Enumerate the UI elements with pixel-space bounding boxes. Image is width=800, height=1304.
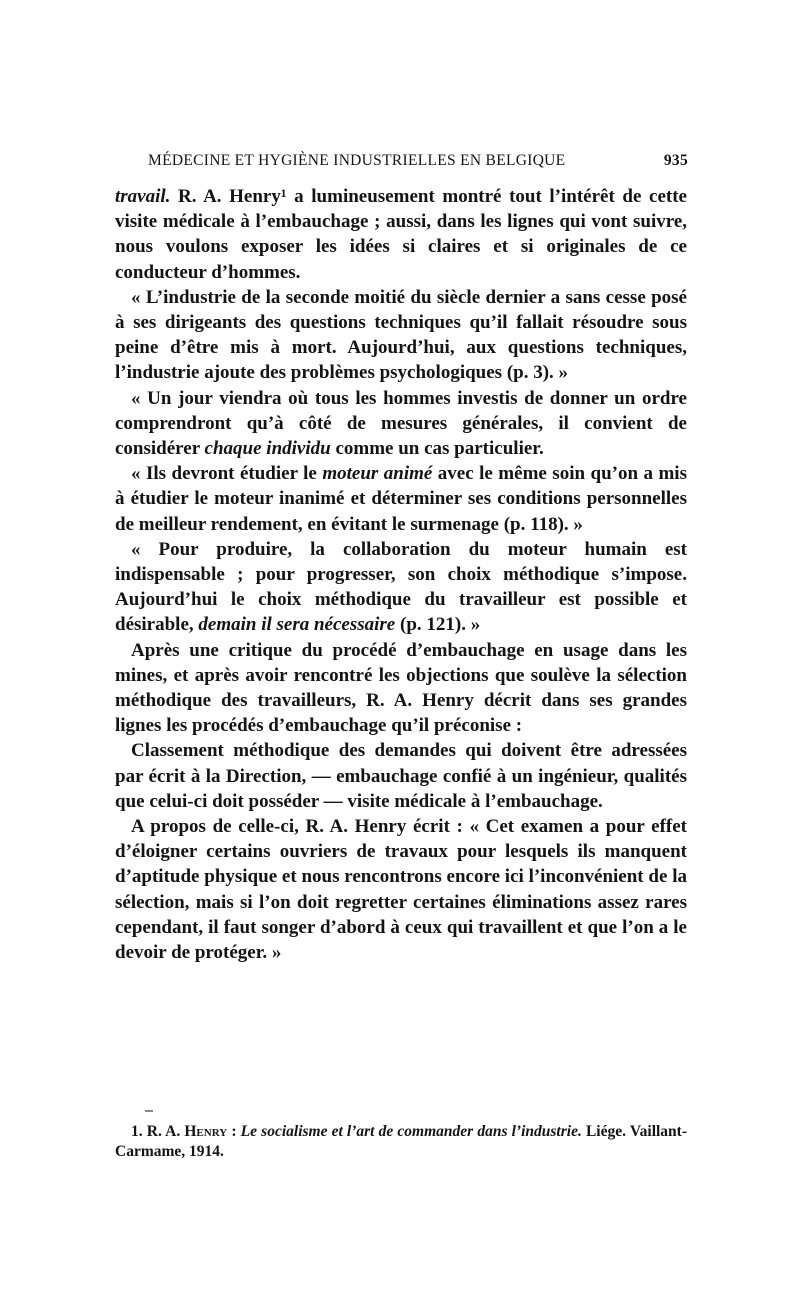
- paragraph-1: [115, 184, 687, 285]
- footnote-1: [115, 1122, 687, 1162]
- footnote-imprint: Liége. Vaillant-Carmame, 1914.: [115, 1123, 687, 1160]
- footnote: [115, 1122, 687, 1162]
- footnote-marker: 1.: [131, 1123, 143, 1140]
- paragraph-3-italic: chaque individu: [204, 438, 331, 460]
- paragraph-5-italic: demain il sera nécessaire: [198, 614, 396, 636]
- paragraph-4-text-b: avec le même soin qu’on a mis à étudier le moteur inanimé et déterminer ses conditions personnelles de meilleur rendement, en évitant le surmenage (p. 118). »: [115, 463, 687, 535]
- paragraph-5-text-a: « Pour produire, la collaboration du moteur humain est indispensable ; pour progresser, son choix méthodique s’impose. Aujourd’hui le choix méthodique du travailleur est possible et désirable,: [115, 538, 687, 636]
- paragraph-6: Après une critique du procédé d’embauchage en usage dans les mines, et après avoir rencontré les objections que soulève la sélection méthodique des travailleurs, R. A. Henry décrit dans ses grandes lignes les procédés d’embauchage qu’il préconise :: [115, 639, 687, 737]
- footnote-author-initials: R. A.: [146, 1123, 181, 1140]
- paragraph-7: Classement méthodique des demandes qui doivent être adressées par écrit à la Direction, — embauchage confié à un ingénieur, qualités que celui-ci doit posséder — visite médicale à l’embauchage.: [115, 740, 687, 812]
- running-head: [148, 152, 688, 170]
- paragraph-4-text-a: « Ils devront étudier le: [131, 463, 323, 485]
- paragraph-5-quote: [115, 537, 687, 638]
- page-number: 935: [663, 152, 688, 169]
- paragraph-3-text-b: comme un cas particulier.: [330, 438, 544, 460]
- paragraph-4-quote: [115, 461, 687, 537]
- running-title: MÉDECINE ET HYGIÈNE INDUSTRIELLES EN BELGIQUE: [148, 152, 566, 169]
- paragraph-3-text-a: « Un jour viendra où tous les hommes investis de donner un ordre comprendront qu’à côté de mesures générales, il convient de considérer: [115, 387, 687, 460]
- paragraph-2-quote: « L’industrie de la seconde moitié du siècle dernier a sans cesse posé à ses dirigeants des questions techniques qu’il fallait résoudre sous peine d’être mis à mort. Aujourd’hui, aux questions techniques, l’industrie ajoute des problèmes psychologiques (p. 3). »: [115, 286, 687, 384]
- body-text: [115, 184, 687, 965]
- footnote-author-surname: Henry: [184, 1123, 228, 1140]
- paragraph-8: A propos de celle-ci, R. A. Henry écrit : « Cet examen a pour effet d’éloigner certains ouvriers de travaux pour lesquels ils manquent d’aptitude physique et nous rencontrons encore ici l’inconvénient de la sélection, mais si l’on doit regretter certaines éliminations assez rares cependant, il faut songer d’abord à ceux qui travaillent et que l’on a le devoir de protéger. »: [115, 816, 687, 964]
- footnote-title: Le socialisme et l’art de commander dans l’industrie.: [240, 1123, 582, 1140]
- paragraph-3-quote: [115, 386, 687, 462]
- paragraph-5-text-b: (p. 121). »: [395, 614, 481, 636]
- paragraph-1-text: R. A. Henry¹ a lumineusement montré tout l’intérêt de cette visite médicale à l’embauchage ; aussi, dans les lignes qui vont suivre, nous voulons exposer les idées si claires et si originales de ce conducteur d’hommes.: [115, 186, 687, 283]
- footnote-separator: [145, 1110, 153, 1112]
- paragraph-1-italic: travail.: [115, 186, 171, 207]
- paragraph-4-italic: moteur animé: [322, 463, 433, 485]
- footnote-separator-text: :: [227, 1123, 241, 1140]
